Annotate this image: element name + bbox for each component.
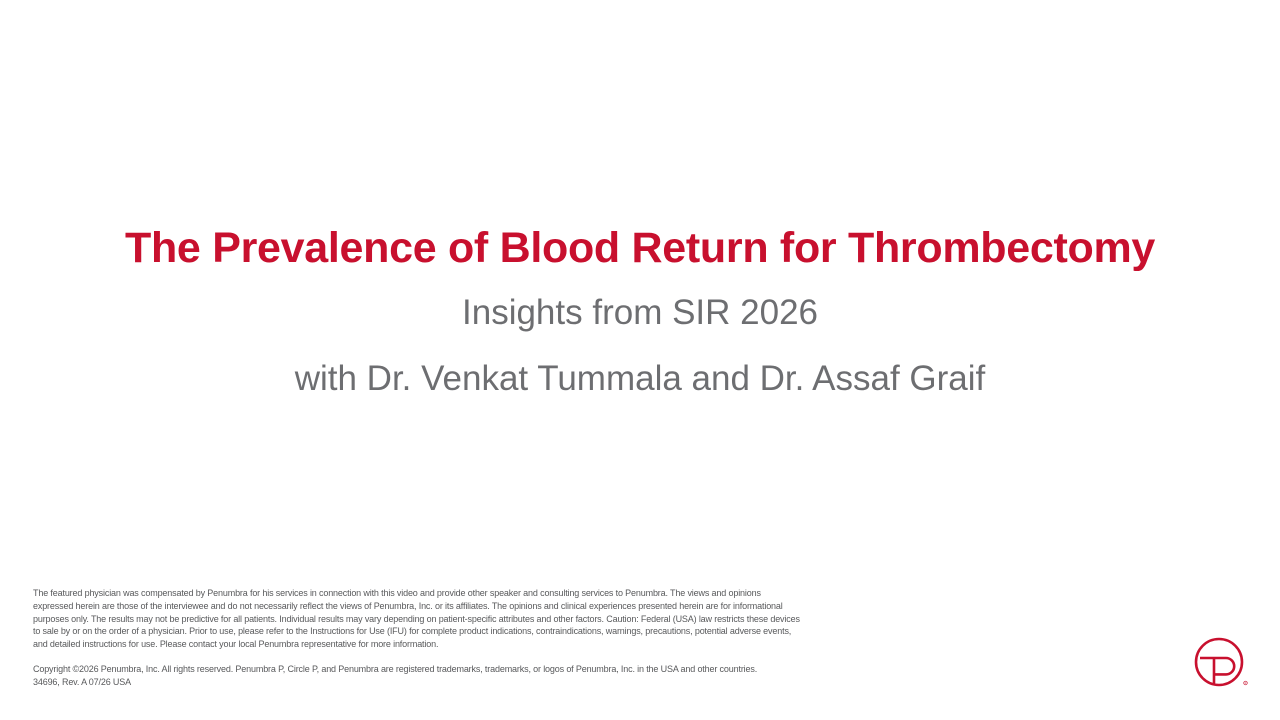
legal-disclaimer-block: [33, 587, 803, 689]
slide-title: The Prevalence of Blood Return for Thrombectomy: [125, 224, 1155, 272]
copyright-text: Copyright ©2026 Penumbra, Inc. All rights reserved. Penumbra P, Circle P, and Penumbra are registered trademarks, trademarks, or logos of Penumbra, Inc. in the USA and other countries.: [33, 663, 758, 674]
disclaimer-text: The featured physician was compensated by Penumbra for his services in connection with this video and provide other speaker and consulting services to Penumbra. The views and opinions expressed herein are those of the interviewee and do not necessarily reflect the views of Penumbra, Inc. or its affiliates. The opinions and clinical experiences presented herein are for informational purposes only. The results may not be predictive for all patients. Individual results may vary depending on patient-specific attributes and other factors. Caution: Federal (USA) law restricts these devices to sale by or on the order of a physician. Prior to use, please refer to the Instructions for Use (IFU) for complete product indications, contraindications, warnings, precautions, potential adverse events, and detailed instructions for use. Please contact your local Penumbra representative for more information.: [33, 588, 800, 650]
penumbra-circle-p-logo-icon: [1193, 636, 1249, 688]
slide-subtitle: Insights from SIR 2026: [462, 293, 818, 332]
slide-speakers: with Dr. Venkat Tummala and Dr. Assaf Graif: [294, 359, 986, 398]
document-id-text: 34696, Rev. A 07/26 USA: [33, 676, 131, 687]
svg-text:R: R: [1244, 682, 1247, 686]
